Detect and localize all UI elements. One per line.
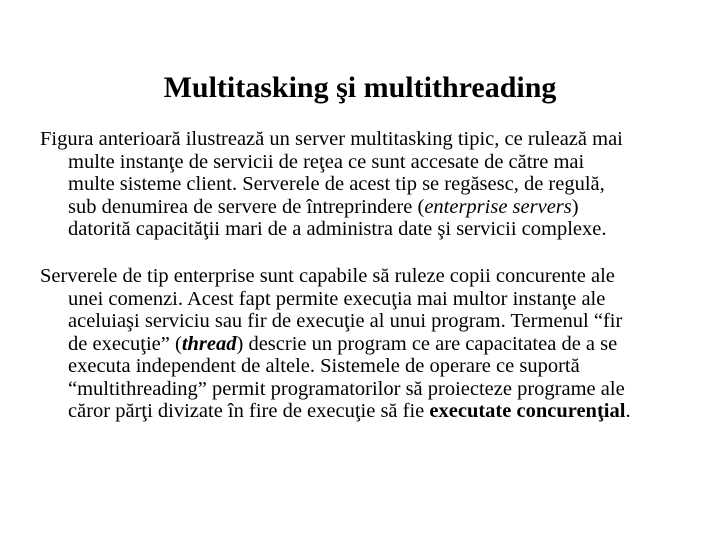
text-run: unei comenzi. Acest fapt permite execuţia mai multor instanţe ale — [68, 287, 606, 310]
text-run: ) descrie un program ce are capacitatea de a se — [236, 332, 618, 355]
text-run: Serverele de tip enterprise sunt capabile să ruleze copii concurente ale — [40, 265, 615, 287]
text-run: de execuţie” ( — [68, 332, 182, 355]
text-run: sub denumirea de servere de întreprindere ( — [68, 195, 425, 218]
text-run: multe sisteme client. Serverele de acest tip se regăsesc, de regulă, — [68, 173, 605, 195]
paragraph-line — [40, 265, 680, 288]
paragraph-line — [40, 128, 680, 151]
paragraph-line — [40, 333, 680, 356]
paragraph-line — [40, 173, 680, 196]
emphasized-term: thread — [181, 332, 237, 355]
paragraph-line — [40, 378, 680, 401]
emphasized-term: enterprise servers — [424, 195, 572, 218]
paragraph-line — [40, 151, 680, 174]
text-run: ) — [571, 195, 579, 218]
paragraph-line — [40, 400, 680, 423]
text-run: aceluiaşi serviciu sau fir de execuţie al unui program. Termenul “fir — [68, 310, 623, 332]
paragraph-line — [40, 218, 680, 241]
paragraph-line — [40, 288, 680, 311]
emphasized-term-wrapper — [182, 333, 237, 355]
emphasized-term: executate concurenţial — [429, 400, 626, 422]
text-run: căror părţi divizate în fire de execuţie să fie — [68, 400, 430, 422]
paragraph-line — [40, 310, 680, 333]
text-run: . — [625, 400, 631, 422]
text-run: “multithreading” permit programatorilor să proiecteze programe ale — [68, 377, 625, 400]
paragraph-multitasking-servers — [40, 128, 680, 241]
paragraph-line — [40, 355, 680, 378]
paragraph-line — [40, 196, 680, 219]
text-run: executa independent de altele. Sistemele de operare ce suportă — [68, 355, 580, 377]
paragraph-multithreading — [40, 265, 680, 423]
text-run: multe instanţe de servicii de reţea ce sunt accesate de către mai — [68, 150, 585, 173]
slide-title: Multitasking şi multithreading — [163, 71, 557, 105]
text-run: Figura anterioară ilustrează un server multitasking tipic, ce rulează mai — [40, 128, 623, 150]
text-run: datorită capacităţii mari de a administra date şi servicii complexe. — [68, 218, 607, 240]
